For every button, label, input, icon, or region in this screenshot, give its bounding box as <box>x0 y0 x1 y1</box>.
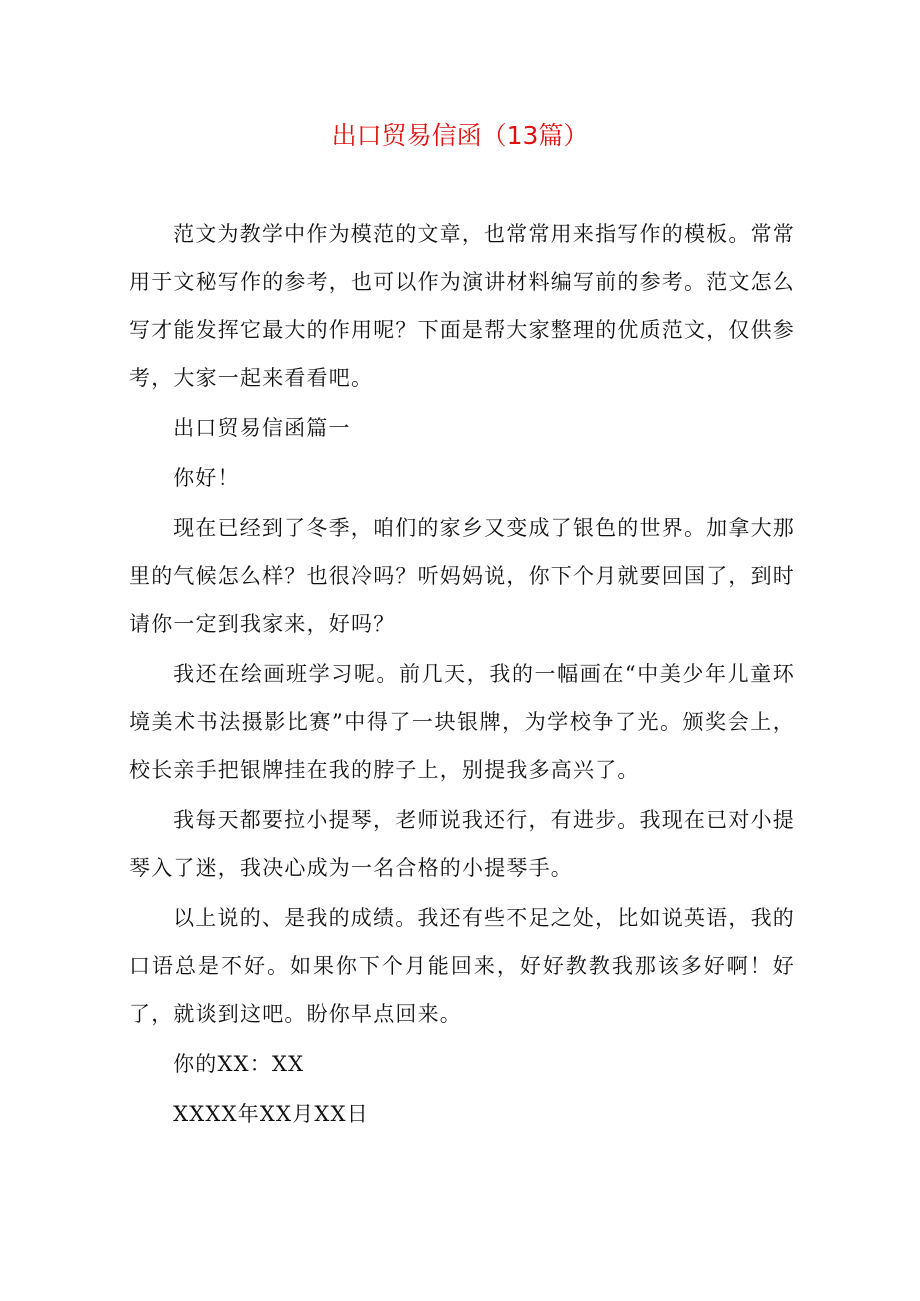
letter-paragraph: 我每天都要拉小提琴，老师说我还行，有进步。我现在已对小提琴入了迷，我决心成为一名合格的小提琴手。 <box>129 808 795 880</box>
letter-paragraph: 现在已经到了冬季，咱们的家乡又变成了银色的世界。加拿大那里的气候怎么样？也很冷吗？听妈妈说，你下个月就要回国了，到时请你一定到我家来，好吗？ <box>129 516 795 636</box>
intro-paragraph: 范文为教学中作为模范的文章，也常常用来指写作的模板。常常用于文秘写作的参考，也可以作为演讲材料编写前的参考。范文怎么写才能发挥它最大的作用呢？下面是帮大家整理的优质范文，仅供参考，大家一起来看看吧。 <box>129 222 795 390</box>
letter-signature: 你的XX：XX <box>173 1052 305 1076</box>
document-title: 出口贸易信函（13篇） <box>331 121 589 150</box>
letter-greeting: 你好！ <box>173 466 240 490</box>
letter-date: XXXX年XX月XX日 <box>173 1102 369 1126</box>
section-heading: 出口贸易信函篇一 <box>173 416 351 440</box>
document-body <box>129 210 795 1140</box>
letter-paragraph: 以上说的、是我的成绩。我还有些不足之处，比如说英语，我的口语总是不好。如果你下个月能回来，好好教教我那该多好啊！好了，就谈到这吧。盼你早点回来。 <box>129 906 795 1026</box>
letter-paragraph: 我还在绘画班学习呢。前几天，我的一幅画在“中美少年儿童环境美术书法摄影比赛”中得了一块银牌，为学校争了光。颁奖会上，校长亲手把银牌挂在我的脖子上，别提我多高兴了。 <box>129 662 795 782</box>
